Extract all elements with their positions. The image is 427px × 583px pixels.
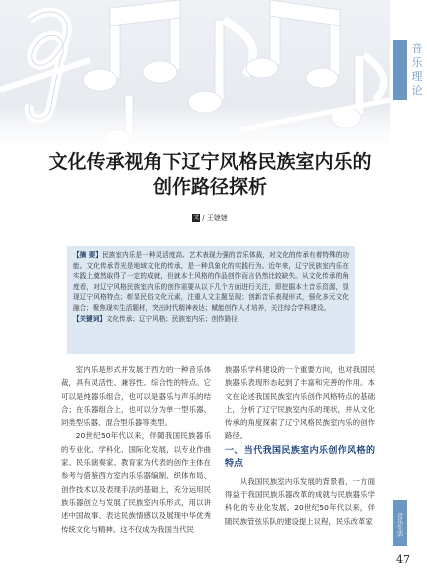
author-name: / 王婕婕 bbox=[202, 214, 228, 222]
column-label bbox=[410, 42, 424, 98]
page-number: 47 bbox=[396, 553, 410, 566]
side-label-char: 音 bbox=[396, 513, 403, 520]
side-label-char: 生 bbox=[396, 525, 403, 532]
body-paragraph: 族器乐学科建设的一个重要方向，也对我国民族器乐表现形态起到了丰富和完善的作用。本文在论述我国民族室内乐创作风格特点的基础上，分析了辽宁民族室内乐的现状，并从文化传承的角度探索了辽宁风格民族室内乐的创作路径。 bbox=[225, 365, 375, 441]
title-line: 文化传承视角下辽宁风格民族室内乐的 bbox=[48, 151, 372, 173]
header-banner bbox=[0, 0, 390, 148]
abstract-tag: 【摘 要】 bbox=[73, 251, 103, 259]
side-label-char: 活 bbox=[396, 531, 403, 538]
article-title bbox=[30, 150, 390, 200]
title-line: 创作路径探析 bbox=[152, 176, 267, 198]
abstract-text: 民族室内乐是一种灵活度高、艺术表现力强的音乐体裁，对文化的传承有着特殊的功能。文化传承青光是地域文化的传承，是一种具象化的实践行为。近年来，辽宁民族室内乐在实践上奠然取得了一定的成就，但就本土风格的作品创作而言仍然比较缺失。从文化传承的角度看，对辽宁风格民族室内乐的创作需要从以下几个方面进行关注，即挖掘本土音乐资源，显现辽宁风格特点；彰显民俗文化元素，注重人文主题呈现；创新音乐表现形式，强化多元文化融合；聚焦现实生活题材，突出时代精神表达；赋能创作人才培养，关注综合学科建设。 bbox=[73, 251, 350, 312]
left-column bbox=[61, 363, 211, 536]
column-label-char: 乐 bbox=[411, 56, 423, 69]
keywords-text: 文化传承；辽宁风格；民族室内乐；创作路径 bbox=[105, 314, 238, 323]
column-tab-bar bbox=[393, 40, 407, 100]
body-paragraph: 室内乐是形式并发展于西方的一种音乐体裁，具有灵活性、兼容性、综合性的特点。它可以是纯器乐组合，也可以是器乐与声乐的结合；在乐器组合上，也可以分为单一型乐器、同类型乐器、混合型乐器等类型。 bbox=[61, 365, 211, 428]
author-line bbox=[160, 213, 260, 223]
side-label bbox=[395, 514, 405, 538]
column-label-char: 理 bbox=[411, 70, 423, 83]
right-column bbox=[225, 363, 375, 528]
section-heading: 一、当代我国民族室内乐创作风格的特点 bbox=[225, 445, 375, 469]
side-label-char: 乐 bbox=[396, 519, 403, 526]
body-paragraph: 20世纪50年代以来，伴随我国民族器乐的专业化、学科化、国际化发展，以专业作曲家、民乐演奏家、教育家为代表的创作主体在参考与借鉴西方室内乐乐器编制、织体布局、创作技术以及表现手法的基础上，充分运用民族乐器创立与发展了民族室内乐形式，用以讲述中国故事、表达民族情感以及展现中华优秀传统文化与精神。这不仅成为我国当代民 bbox=[61, 431, 211, 534]
column-label-char: 音 bbox=[411, 42, 423, 55]
body-paragraph: 从我国民族室内乐发展的背景看，一方面得益于我国民族乐器改革的成就与民族器乐学科化的专业化发展。20世纪50年代以来，伴随民族管弦乐队的建设提上议程，民乐改革家 bbox=[225, 476, 375, 526]
author-mark-icon: 文 bbox=[193, 214, 200, 221]
music-notes-decoration bbox=[0, 0, 390, 148]
column-label-char: 论 bbox=[411, 84, 423, 97]
abstract-box bbox=[67, 246, 355, 354]
keywords-tag: 【关键词】 bbox=[73, 314, 106, 323]
